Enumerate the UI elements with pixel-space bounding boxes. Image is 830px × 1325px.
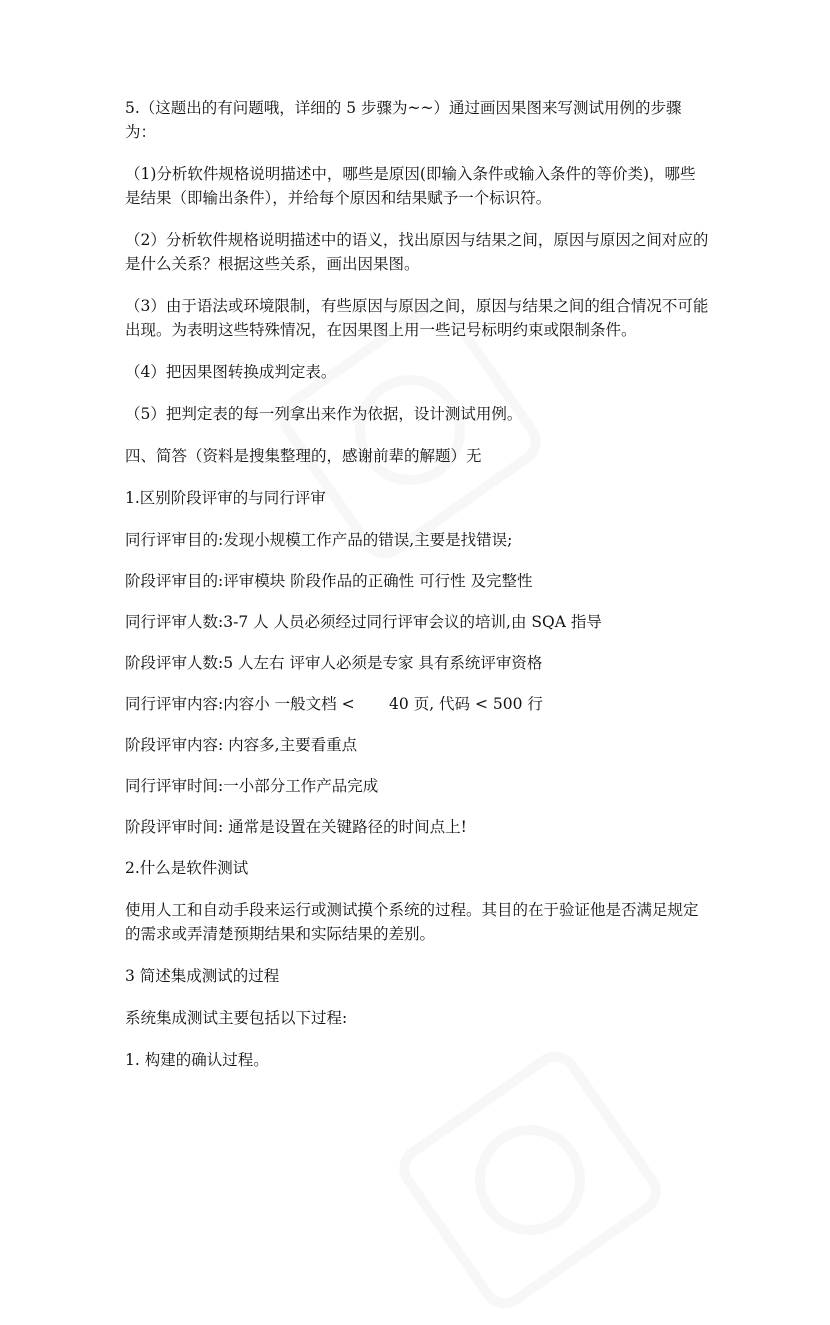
paragraph-step4: （4）把因果图转换成判定表。 <box>125 363 337 381</box>
phase-review-purpose: 阶段评审目的:评审模块 阶段作品的正确性 可行性 及完整性 <box>125 572 533 590</box>
integration-process-intro: 系统集成测试主要包括以下过程: <box>125 1009 348 1027</box>
peer-review-headcount: 同行评审人数:3-7 人 人员必须经过同行评审会议的培训,由 SQA 指导 <box>125 613 602 631</box>
paragraph-step5-heading: 5.（这题出的有问题哦，详细的 5 步骤为~~）通过画因果图来写测试用例的步骤为： <box>125 99 682 141</box>
peer-review-content: 同行评审内容:内容小 一般文档 < 40 页, 代码 < 500 行 <box>125 695 543 713</box>
paragraph-step5: （5）把判定表的每一列拿出来作为依据，设计测试用例。 <box>125 405 523 423</box>
software-testing-definition: 使用人工和自动手段来运行或测试摸个系统的过程。其目的在于验证他是否满足规定的需求或弄清楚预期结果和实际结果的差别。 <box>125 901 699 943</box>
paragraph-step1: （1)分析软件规格说明描述中，哪些是原因(即输入条件或输入条件的等价类)，哪些是结果（即输出条件），并给每个原因和结果赋予一个标识符。 <box>125 165 696 207</box>
section-heading-short-answer: 四、简答（资料是搜集整理的，感谢前辈的解题）无 <box>125 447 482 465</box>
peer-review-time: 同行评审时间:一小部分工作产品完成 <box>125 777 379 795</box>
paragraph-step2: （2）分析软件规格说明描述中的语义，找出原因与结果之间，原因与原因之间对应的是什么关系？根据这些关系，画出因果图。 <box>125 231 709 273</box>
question-1-title: 1.区别阶段评审的与同行评审 <box>125 489 326 507</box>
document-body <box>125 96 710 1090</box>
paragraph-step3: （3）由于语法或环境限制，有些原因与原因之间，原因与结果之间的组合情况不可能出现。为表明这些特殊情况，在因果图上用一些记号标明约束或限制条件。 <box>125 297 709 339</box>
phase-review-content: 阶段评审内容: 内容多,主要看重点 <box>125 736 358 754</box>
peer-review-purpose: 同行评审目的:发现小规模工作产品的错误,主要是找错误; <box>125 531 513 549</box>
phase-review-headcount: 阶段评审人数:5 人左右 评审人必须是专家 具有系统评审资格 <box>125 654 543 672</box>
phase-review-time: 阶段评审时间: 通常是设置在关键路径的时间点上! <box>125 818 467 836</box>
integration-step-1: 1. 构建的确认过程。 <box>125 1051 269 1069</box>
question-2-title: 2.什么是软件测试 <box>125 859 249 877</box>
question-3-title: 3 简述集成测试的过程 <box>125 967 280 985</box>
